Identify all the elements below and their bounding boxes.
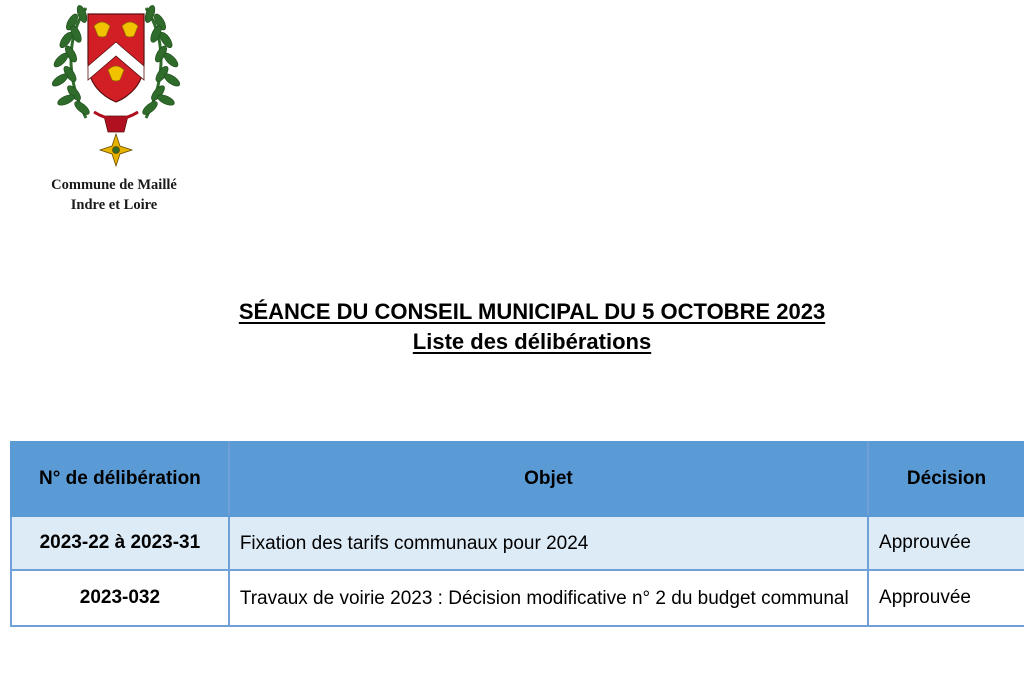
- coat-of-arms-logo: [46, 0, 186, 176]
- column-header-decision: Décision: [868, 442, 1024, 516]
- deliberation-number: 2023-032: [11, 570, 229, 626]
- commune-emblem: [18, 0, 210, 220]
- column-header-number: N° de délibération: [11, 442, 229, 516]
- deliberation-decision: Approuvée: [868, 516, 1024, 570]
- table-row: [11, 570, 1024, 626]
- deliberation-number: 2023-22 à 2023-31: [11, 516, 229, 570]
- department-name: Indre et Loire: [70, 197, 158, 213]
- document-title: [0, 297, 1024, 357]
- table-row: [11, 516, 1024, 570]
- deliberation-decision: Approuvée: [868, 570, 1024, 626]
- commune-name: Commune de Maillé: [51, 177, 177, 193]
- column-header-object: Objet: [229, 442, 868, 516]
- list-subtitle: Liste des délibérations: [412, 329, 652, 354]
- table-header-row: [11, 442, 1024, 516]
- deliberations-table: [10, 441, 1024, 627]
- deliberation-object: Travaux de voirie 2023 : Décision modificative n° 2 du budget communal: [229, 570, 868, 626]
- session-title: SÉANCE DU CONSEIL MUNICIPAL DU 5 OCTOBRE 2023: [238, 299, 826, 324]
- deliberation-object: Fixation des tarifs communaux pour 2024: [229, 516, 868, 570]
